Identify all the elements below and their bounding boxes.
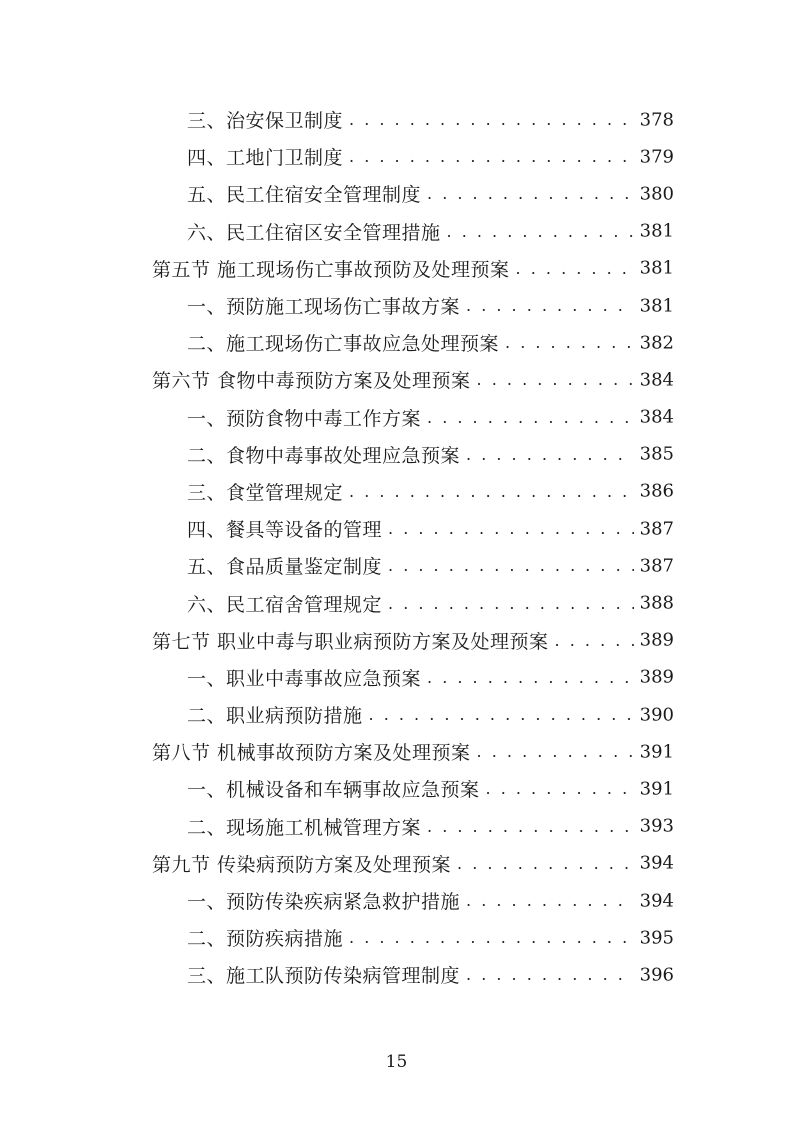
toc-entry-title: 第五节 施工现场伤亡事故预防及处理预案 bbox=[152, 258, 510, 281]
toc-entry-page-number: 381 bbox=[634, 258, 674, 279]
toc-entry-title: 二、食物中毒事故处理应急预案 bbox=[187, 444, 461, 467]
toc-entry-title: 一、预防施工现场伤亡事故方案 bbox=[187, 296, 461, 319]
toc-entry-title: 二、预防疾病措施 bbox=[187, 928, 344, 951]
toc-entry-title: 二、施工现场伤亡事故应急处理预案 bbox=[187, 333, 500, 356]
dot-leader bbox=[427, 184, 667, 203]
toc-subsection-entry[interactable] bbox=[0, 547, 793, 584]
toc-section-entry[interactable] bbox=[0, 733, 793, 770]
toc-entry-page-number: 386 bbox=[634, 481, 674, 502]
toc-subsection-entry[interactable] bbox=[0, 882, 793, 919]
toc-entry-title: 六、民工宿舍管理规定 bbox=[187, 593, 383, 616]
toc-entry-page-number: 381 bbox=[634, 295, 674, 316]
dot-leader bbox=[349, 928, 667, 947]
toc-subsection-entry[interactable] bbox=[0, 324, 793, 361]
toc-entry-page-number: 381 bbox=[634, 221, 674, 242]
toc-entry-page-number: 396 bbox=[634, 964, 674, 985]
toc-entry-title: 二、现场施工机械管理方案 bbox=[187, 816, 422, 839]
toc-entry-page-number: 379 bbox=[634, 146, 674, 167]
toc-subsection-entry[interactable] bbox=[0, 659, 793, 696]
toc-subsection-entry[interactable] bbox=[0, 175, 793, 212]
toc-section-entry[interactable] bbox=[0, 622, 793, 659]
toc-entry-page-number: 388 bbox=[634, 593, 674, 614]
toc-entry-title: 一、预防食物中毒工作方案 bbox=[187, 407, 422, 430]
toc-entry-page-number: 393 bbox=[634, 816, 674, 837]
dot-leader bbox=[349, 147, 667, 166]
toc-entry-title: 四、餐具等设备的管理 bbox=[187, 519, 383, 542]
toc-subsection-entry[interactable] bbox=[0, 919, 793, 956]
toc-entry-page-number: 394 bbox=[634, 853, 674, 874]
dot-leader bbox=[349, 482, 667, 501]
toc-section-entry[interactable] bbox=[0, 361, 793, 398]
toc-entry-title: 第六节 食物中毒预防方案及处理预案 bbox=[152, 370, 471, 393]
toc-subsection-entry[interactable] bbox=[0, 770, 793, 807]
toc-entry-title: 第九节 传染病预防方案及处理预案 bbox=[152, 853, 452, 876]
toc-entry-title: 六、民工住宿区安全管理措施 bbox=[187, 221, 441, 244]
toc-entry-title: 三、施工队预防传染病管理制度 bbox=[187, 965, 461, 988]
toc-entry-title: 五、民工住宿安全管理制度 bbox=[187, 184, 422, 207]
dot-leader bbox=[427, 408, 667, 427]
toc-subsection-entry[interactable] bbox=[0, 956, 793, 993]
toc-entry-title: 三、治安保卫制度 bbox=[187, 110, 344, 133]
toc-subsection-entry[interactable] bbox=[0, 213, 793, 250]
toc-section-entry[interactable] bbox=[0, 250, 793, 287]
toc-entry-page-number: 390 bbox=[634, 704, 674, 725]
dot-leader bbox=[369, 705, 667, 724]
toc-entry-page-number: 391 bbox=[634, 741, 674, 762]
toc-entry-title: 一、机械设备和车辆事故应急预案 bbox=[187, 779, 480, 802]
toc-entry-page-number: 387 bbox=[634, 518, 674, 539]
toc-subsection-entry[interactable] bbox=[0, 473, 793, 510]
toc-subsection-entry[interactable] bbox=[0, 584, 793, 621]
toc-subsection-entry[interactable] bbox=[0, 808, 793, 845]
toc-subsection-entry[interactable] bbox=[0, 436, 793, 473]
table-of-contents bbox=[0, 101, 793, 994]
toc-entry-page-number: 391 bbox=[634, 778, 674, 799]
page-number: 15 bbox=[385, 1052, 408, 1072]
toc-entry-title: 三、食堂管理规定 bbox=[187, 481, 344, 504]
toc-subsection-entry[interactable] bbox=[0, 101, 793, 138]
toc-entry-page-number: 385 bbox=[634, 444, 674, 465]
toc-subsection-entry[interactable] bbox=[0, 138, 793, 175]
toc-subsection-entry[interactable] bbox=[0, 696, 793, 733]
toc-entry-title: 一、预防传染疾病紧急救护措施 bbox=[187, 891, 461, 914]
dot-leader bbox=[388, 594, 667, 613]
dot-leader bbox=[388, 519, 667, 538]
toc-entry-page-number: 384 bbox=[634, 407, 674, 428]
toc-entry-page-number: 389 bbox=[634, 667, 674, 688]
toc-entry-page-number: 378 bbox=[634, 109, 674, 130]
dot-leader bbox=[427, 668, 667, 687]
toc-entry-page-number: 394 bbox=[634, 890, 674, 911]
toc-entry-page-number: 389 bbox=[634, 630, 674, 651]
toc-entry-title: 第八节 机械事故预防方案及处理预案 bbox=[152, 742, 471, 765]
dot-leader bbox=[349, 110, 667, 129]
toc-subsection-entry[interactable] bbox=[0, 287, 793, 324]
toc-entry-title: 一、职业中毒事故应急预案 bbox=[187, 667, 422, 690]
toc-entry-title: 二、职业病预防措施 bbox=[187, 705, 363, 728]
dot-leader bbox=[427, 817, 667, 836]
toc-entry-page-number: 395 bbox=[634, 927, 674, 948]
toc-entry-page-number: 387 bbox=[634, 555, 674, 576]
toc-entry-page-number: 380 bbox=[634, 183, 674, 204]
toc-entry-title: 四、工地门卫制度 bbox=[187, 147, 344, 170]
dot-leader bbox=[388, 556, 667, 575]
toc-entry-page-number: 384 bbox=[634, 369, 674, 390]
toc-subsection-entry[interactable] bbox=[0, 399, 793, 436]
toc-entry-page-number: 382 bbox=[634, 332, 674, 353]
toc-entry-title: 第七节 职业中毒与职业病预防方案及处理预案 bbox=[152, 630, 549, 653]
toc-section-entry[interactable] bbox=[0, 845, 793, 882]
toc-subsection-entry[interactable] bbox=[0, 510, 793, 547]
toc-entry-title: 五、食品质量鉴定制度 bbox=[187, 556, 383, 579]
